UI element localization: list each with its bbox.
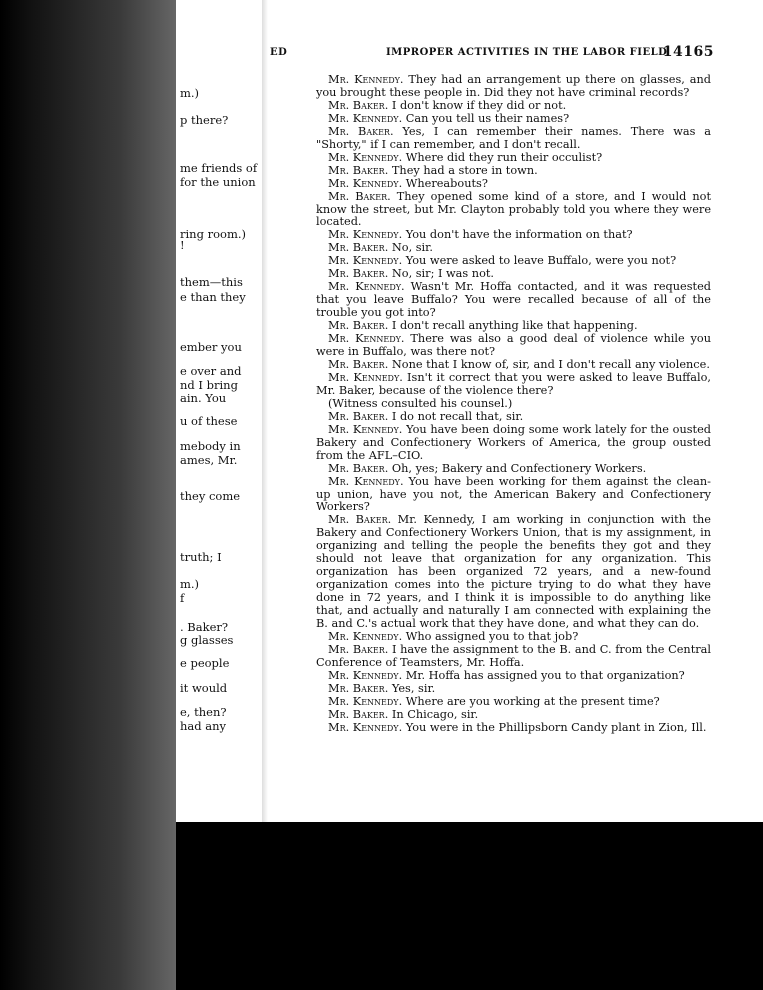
paragraph-text: Isn't it correct that you were asked to leave Buffalo, Mr. Baker, because of the violence there? <box>316 370 712 397</box>
speaker-name: Mr. Baker. <box>328 163 389 177</box>
testimony-paragraph <box>316 126 711 152</box>
margin-fragment: ! <box>180 238 185 252</box>
speaker-name: Mr. Kennedy. <box>328 228 403 242</box>
margin-fragment: m.) <box>180 86 200 100</box>
testimony-paragraph <box>316 372 711 398</box>
paragraph-text: Wasn't Mr. Hoffa contacted, and it was requested that you leave Buffalo? You were recalled because of all of the trouble you got into? <box>316 280 711 320</box>
speaker-name: Mr. Kennedy. <box>328 629 403 643</box>
testimony-paragraph <box>316 191 711 230</box>
speaker-name: Mr. Baker. <box>328 681 389 695</box>
paragraph-text: Can you tell us their names? <box>402 111 570 125</box>
testimony-paragraph <box>316 722 711 735</box>
margin-fragment: m.) <box>180 577 200 591</box>
margin-fragment: mebody in <box>180 439 241 453</box>
paragraph-text: Where are you working at the present time? <box>402 694 660 708</box>
speaker-name: Mr. Kennedy. <box>328 176 403 190</box>
paragraph-text: They opened some kind of a store, and I would not know the street, but Mr. Clayton probably told you where they were located. <box>316 189 711 229</box>
margin-fragment: p there? <box>180 113 229 127</box>
paragraph-text: (Witness consulted his counsel.) <box>328 396 513 410</box>
paragraph-text: No, sir; I was not. <box>388 267 495 281</box>
paragraph-text: Whereabouts? <box>402 176 488 190</box>
speaker-name: Mr. Baker. <box>328 319 389 333</box>
speaker-name: Mr. Kennedy. <box>328 332 405 346</box>
speaker-name: Mr. Kennedy. <box>328 668 403 682</box>
speaker-name: Mr. Baker. <box>328 707 389 721</box>
margin-fragment: ames, Mr. <box>180 453 238 467</box>
paragraph-text: Oh, yes; Bakery and Confectionery Workers. <box>388 461 647 475</box>
speaker-name: Mr. Baker. <box>328 461 389 475</box>
paragraph-text: I do not recall that, sir. <box>388 409 524 423</box>
speaker-name: Mr. Baker. <box>328 124 394 138</box>
speaker-name: Mr. Baker. <box>328 642 389 656</box>
paragraph-text: Mr. Kennedy, I am working in conjunction with the Bakery and Confectionery Workers Union, that is my assignment, in organizing and telling the people the benefits they got and they should not leave that organization for any organization. This organization has been organized 72 years, and a new-found organization comes into the picture trying to do what they have done in 72 years, and I think it is impossible to do anything like that, and actually and naturally I am connected with explaining the B. and C.'s actual work that they have done, and what they can do. <box>316 513 711 631</box>
paragraph-text: Yes, I can remember their names. There was a "Shorty," if I can remember, and I don't recall. <box>316 124 711 151</box>
margin-fragment: ring room.) <box>180 227 246 241</box>
speaker-name: Mr. Kennedy. <box>328 474 404 488</box>
paragraph-text: I have the assignment to the B. and C. from the Central Conference of Teamsters, Mr. Hoffa. <box>316 642 711 669</box>
testimony-paragraph <box>316 333 711 359</box>
paragraph-text: None that I know of, sir, and I don't recall any violence. <box>388 357 710 371</box>
speaker-name: Mr. Baker. <box>328 189 391 203</box>
paragraph-text: They had a store in town. <box>388 163 538 177</box>
speaker-name: Mr. Baker. <box>328 409 389 423</box>
testimony-paragraph <box>316 514 711 631</box>
paragraph-text: You don't have the information on that? <box>402 228 633 242</box>
margin-fragment: g glasses <box>180 633 234 647</box>
margin-fragment: e over and <box>180 364 242 378</box>
paragraph-text: No, sir. <box>388 241 433 255</box>
speaker-name: Mr. Kennedy. <box>328 694 403 708</box>
paragraph-text: Who assigned you to that job? <box>402 629 579 643</box>
scanner-shadow <box>0 0 176 990</box>
paragraph-text: I don't recall anything like that happening. <box>388 319 638 333</box>
speaker-name: Mr. Kennedy. <box>328 720 403 734</box>
document-page <box>268 0 763 822</box>
paragraph-text: You have been working for them against the clean-up union, have you not, the American Bakery and Confectionery Workers? <box>316 474 711 514</box>
speaker-name: Mr. Kennedy. <box>328 111 403 125</box>
testimony-paragraph <box>316 281 711 320</box>
paragraph-text: They had an arrangement up there on glasses, and you brought these people in. Did they not have criminal records? <box>316 73 711 99</box>
margin-fragment: e people <box>180 656 230 670</box>
speaker-name: Mr. Baker. <box>328 241 389 255</box>
margin-fragment: had any <box>180 719 227 733</box>
margin-fragment: truth; I <box>180 550 222 564</box>
paragraph-text: I don't know if they did or not. <box>388 98 567 112</box>
speaker-name: Mr. Kennedy. <box>328 422 403 436</box>
margin-fragment: me friends of <box>180 161 258 175</box>
paragraph-text: You were in the Phillipsborn Candy plant in Zion, Ill. <box>402 720 707 734</box>
paragraph-text: In Chicago, sir. <box>388 707 479 721</box>
margin-fragment: they come <box>180 489 241 503</box>
paragraph-text: Mr. Hoffa has assigned you to that organization? <box>402 668 685 682</box>
paragraph-text: There was also a good deal of violence while you were in Buffalo, was there not? <box>316 332 711 359</box>
margin-fragment: ain. You <box>180 391 227 405</box>
margin-fragment: . Baker? <box>180 620 229 634</box>
speaker-name: Mr. Baker. <box>328 513 392 527</box>
margin-fragment: nd I bring <box>180 378 238 392</box>
testimony-body <box>316 74 711 735</box>
speaker-name: Mr. Kennedy. <box>328 280 405 294</box>
margin-fragment: e, then? <box>180 705 227 719</box>
margin-fragment: them—this <box>180 275 243 289</box>
paragraph-text: You have been doing some work lately for the ousted Bakery and Confectionery Workers of America, the group ousted from the AFL–CIO. <box>316 422 711 462</box>
testimony-paragraph <box>316 644 711 670</box>
testimony-paragraph <box>316 476 711 515</box>
paragraph-text: You were asked to leave Buffalo, were you not? <box>402 254 677 268</box>
header-title: IMPROPER ACTIVITIES IN THE LABOR FIELD <box>386 47 668 58</box>
paragraph-text: Where did they run their occulist? <box>402 150 603 164</box>
facing-page-margin <box>176 0 268 822</box>
speaker-name: Mr. Baker. <box>328 267 389 281</box>
testimony-paragraph <box>316 74 711 100</box>
testimony-paragraph <box>316 424 711 463</box>
margin-fragment: f <box>180 591 185 605</box>
margin-fragment: u of these <box>180 414 238 428</box>
margin-fragment: ember you <box>180 340 242 354</box>
speaker-name: Mr. Kennedy. <box>328 370 403 384</box>
speaker-name: Mr. Kennedy. <box>328 150 403 164</box>
margin-fragment: for the union <box>180 175 256 189</box>
speaker-name: Mr. Kennedy. <box>328 73 404 86</box>
margin-fragment: e than they <box>180 290 246 304</box>
speaker-name: Mr. Baker. <box>328 98 389 112</box>
speaker-name: Mr. Kennedy. <box>328 254 403 268</box>
page-number: 14165 <box>662 44 714 60</box>
header-left-fragment: ED <box>270 47 288 58</box>
paragraph-text: Yes, sir. <box>388 681 436 695</box>
speaker-name: Mr. Baker. <box>328 357 389 371</box>
margin-fragment: it would <box>180 681 228 695</box>
